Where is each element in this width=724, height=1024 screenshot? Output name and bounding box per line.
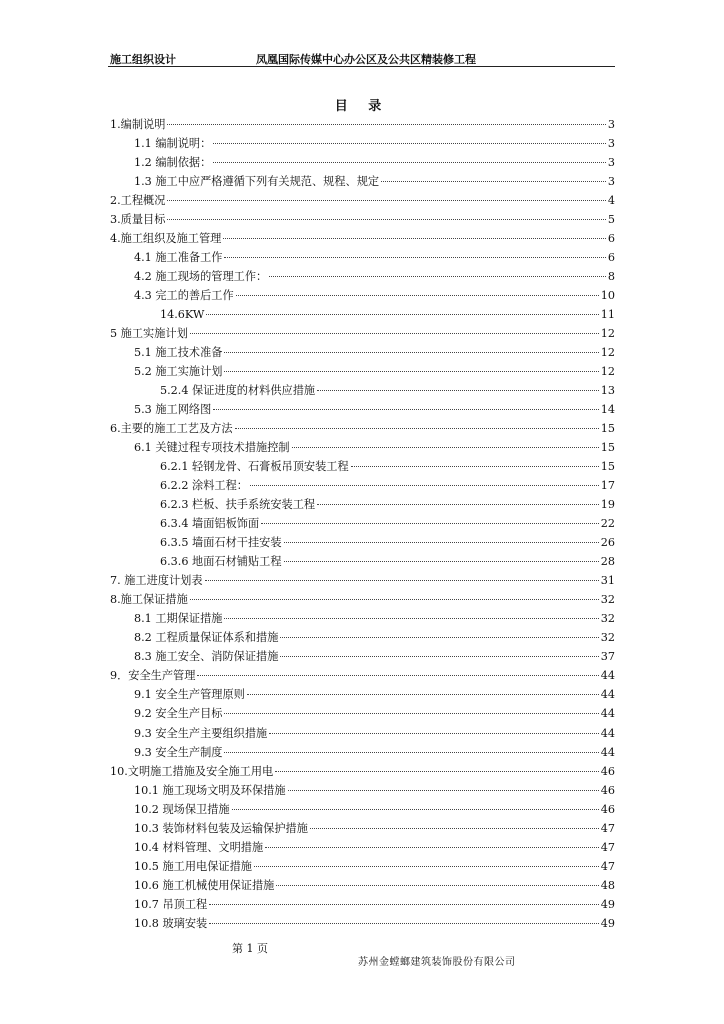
- toc-entry-label: 4.1 施工准备工作: [134, 251, 223, 265]
- toc-dot-leader: [167, 124, 605, 125]
- toc-dot-leader: [276, 885, 598, 886]
- toc-dot-leader: [236, 295, 599, 296]
- toc-entry-label: 9.3 安全生产制度: [134, 745, 223, 759]
- toc-dot-leader: [197, 675, 598, 676]
- toc-entry[interactable]: [110, 838, 615, 857]
- toc-entry[interactable]: [110, 762, 615, 781]
- toc-dot-leader: [224, 713, 598, 714]
- toc-entry-page: 22: [600, 517, 615, 531]
- toc-entry-page: 12: [600, 327, 615, 341]
- toc-entry-label: 1.1 编制说明：: [134, 137, 212, 151]
- toc-entry-page: 44: [600, 669, 615, 683]
- toc-dot-leader: [280, 656, 598, 657]
- toc-entry-page: 3: [607, 118, 615, 131]
- toc-entry-page: 49: [600, 916, 615, 930]
- toc-entry[interactable]: [110, 666, 615, 685]
- footer-page-number: 第 1 页: [232, 942, 268, 955]
- toc-entry-page: 15: [600, 422, 615, 436]
- toc-entry[interactable]: [110, 800, 615, 819]
- toc-entry-label: 10.7 吊顶工程: [134, 897, 208, 911]
- toc-entry[interactable]: [110, 533, 615, 552]
- toc-entry[interactable]: [110, 590, 615, 609]
- toc-entry-page: 28: [600, 555, 615, 569]
- toc-entry[interactable]: [110, 743, 615, 762]
- toc-entry-label: 6.3.5 墙面石材干挂安装: [160, 536, 282, 550]
- toc-entry-label: 10.4 材料管理、文明措施: [134, 840, 264, 854]
- toc-dot-leader: [213, 162, 606, 163]
- toc-entry[interactable]: [110, 552, 615, 571]
- toc-entry-label: 6.1 关键过程专项技术措施控制: [134, 441, 290, 455]
- page-header: [108, 50, 615, 67]
- toc-entry[interactable]: [110, 191, 615, 210]
- toc-entry-page: 12: [600, 365, 615, 379]
- toc-dot-leader: [284, 542, 599, 543]
- toc-entry-label: 9.2 安全生产目标: [134, 707, 223, 721]
- toc-dot-leader: [190, 333, 599, 334]
- toc-entry[interactable]: [110, 914, 615, 933]
- toc-entry[interactable]: [110, 457, 615, 476]
- toc-entry-label: 6.3.4 墙面铝板饰面: [160, 517, 260, 531]
- toc-entry-page: 46: [600, 783, 615, 797]
- toc-entry-label: 9.1 安全生产管理原则: [134, 688, 245, 702]
- toc-entry-page: 12: [600, 346, 615, 360]
- toc-entry-label: 8.施工保证措施: [110, 593, 188, 607]
- toc-entry[interactable]: [110, 685, 615, 704]
- toc-entry-label: 10.2 现场保卫措施: [134, 802, 230, 816]
- toc-entry-label: 10.6 施工机械使用保证措施: [134, 878, 275, 892]
- header-project-name: 凤凰国际传媒中心办公区及公共区精装修工程: [256, 53, 476, 66]
- toc-entry[interactable]: [110, 286, 615, 305]
- toc-entry[interactable]: [110, 115, 615, 134]
- toc-entry-label: 1.2 编制依据：: [134, 156, 212, 170]
- toc-entry[interactable]: [110, 647, 615, 666]
- toc-entry-page: 15: [600, 441, 615, 455]
- toc-entry-page: 32: [600, 631, 615, 645]
- toc-dot-leader: [351, 466, 599, 467]
- toc-entry-label: 5.2.4 保证进度的材料供应措施: [160, 384, 316, 398]
- toc-entry[interactable]: [110, 495, 615, 514]
- toc-entry[interactable]: [110, 134, 615, 153]
- toc-entry[interactable]: [110, 895, 615, 914]
- toc-entry-page: 44: [600, 707, 615, 721]
- toc-title: 目 录: [334, 99, 390, 114]
- toc-dot-leader: [265, 847, 599, 848]
- toc-dot-leader: [224, 371, 598, 372]
- toc-entry-label: 4.2 施工现场的管理工作：: [134, 270, 268, 284]
- toc-entry[interactable]: [110, 857, 615, 876]
- toc-entry[interactable]: [110, 781, 615, 800]
- toc-dot-leader: [224, 618, 598, 619]
- toc-entry[interactable]: [110, 476, 615, 495]
- toc-entry[interactable]: [110, 704, 615, 723]
- toc-entry-page: 13: [600, 384, 615, 398]
- toc-entry-label: 4.3 完工的善后工作: [134, 289, 234, 303]
- toc-entry-label: 5.2 施工实施计划: [134, 365, 223, 379]
- toc-dot-leader: [310, 828, 599, 829]
- toc-entry-label: 2.工程概况: [110, 194, 166, 208]
- toc-entry[interactable]: [110, 362, 615, 381]
- toc-entry-label: 5 施工实施计划: [110, 327, 188, 341]
- toc-entry-label: 8.2 工程质量保证体系和措施: [134, 631, 279, 645]
- toc-entry[interactable]: [110, 229, 615, 248]
- toc-entry-page: 47: [600, 859, 615, 873]
- toc-entry[interactable]: [110, 609, 615, 628]
- toc-entry-page: 48: [600, 878, 615, 892]
- toc-entry-page: 10: [600, 289, 615, 303]
- toc-dot-leader: [213, 143, 606, 144]
- toc-dot-leader: [269, 276, 606, 277]
- toc-entry-page: 19: [600, 498, 615, 512]
- toc-entry-page: 44: [600, 688, 615, 702]
- toc-entry[interactable]: [110, 153, 615, 172]
- toc-dot-leader: [209, 904, 599, 905]
- toc-entry-page: 32: [600, 593, 615, 607]
- toc-entry-page: 3: [607, 156, 615, 170]
- toc-entry-page: 31: [600, 574, 615, 588]
- toc-entry[interactable]: [110, 628, 615, 647]
- toc-entry-page: 17: [600, 479, 615, 493]
- toc-dot-leader: [381, 181, 606, 182]
- toc-entry-page: 26: [600, 536, 615, 550]
- toc-dot-leader: [254, 866, 599, 867]
- toc-entry-page: 8: [607, 270, 615, 284]
- toc-entry[interactable]: [110, 438, 615, 457]
- toc-entry-label: 3.质量目标: [110, 213, 166, 227]
- toc-entry-page: 47: [600, 840, 615, 854]
- toc-entry-label: 1.3 施工中应严格遵循下列有关规范、规程、规定: [134, 175, 380, 189]
- toc-dot-leader: [261, 523, 599, 524]
- toc-entry[interactable]: [110, 343, 615, 362]
- header-document-type: 施工组织设计: [110, 53, 176, 66]
- toc-dot-leader: [205, 580, 599, 581]
- toc-dot-leader: [247, 694, 599, 695]
- toc-entry-label: 5.3 施工网络图: [134, 403, 212, 417]
- toc-dot-leader: [224, 257, 605, 258]
- toc-entry-label: 8.3 施工安全、消防保证措施: [134, 650, 279, 664]
- toc-entry-label: 1.编制说明: [110, 118, 166, 131]
- toc-entry-label: 9.3 安全生产主要组织措施: [134, 726, 268, 740]
- toc-dot-leader: [209, 923, 599, 924]
- toc-dot-leader: [280, 637, 598, 638]
- toc-entry[interactable]: [110, 724, 615, 743]
- toc-dot-leader: [224, 352, 598, 353]
- toc-dot-leader: [232, 809, 599, 810]
- toc-entry[interactable]: [110, 305, 615, 324]
- toc-entry-label: 9．安全生产管理: [110, 669, 196, 683]
- toc-dot-leader: [269, 733, 599, 734]
- toc-entry[interactable]: [110, 400, 615, 419]
- toc-entry-label: 6.2.2 涂料工程：: [160, 479, 248, 493]
- table-of-contents: [110, 115, 615, 933]
- toc-entry-page: 6: [607, 232, 615, 246]
- toc-dot-leader: [224, 752, 598, 753]
- toc-dot-leader: [213, 409, 598, 410]
- toc-entry-page: 44: [600, 745, 615, 759]
- toc-entry-label: 10.文明施工措施及安全施工用电: [110, 764, 274, 778]
- toc-entry-page: 3: [607, 175, 615, 189]
- toc-entry-page: 44: [600, 726, 615, 740]
- toc-entry-page: 6: [607, 251, 615, 265]
- toc-entry-page: 37: [600, 650, 615, 664]
- toc-entry[interactable]: [110, 248, 615, 267]
- toc-entry-label: 6.3.6 地面石材铺贴工程: [160, 555, 282, 569]
- toc-entry[interactable]: [110, 324, 615, 343]
- toc-entry-page: 46: [600, 764, 615, 778]
- toc-entry-label: 10.8 玻璃安装: [134, 916, 208, 930]
- toc-entry-page: 47: [600, 821, 615, 835]
- toc-dot-leader: [284, 561, 599, 562]
- toc-dot-leader: [235, 428, 599, 429]
- toc-dot-leader: [167, 219, 605, 220]
- toc-entry[interactable]: [110, 819, 615, 838]
- toc-entry-label: 6.主要的施工工艺及方法: [110, 422, 233, 436]
- toc-entry-page: 32: [600, 612, 615, 626]
- toc-dot-leader: [317, 504, 599, 505]
- toc-entry-page: 49: [600, 897, 615, 911]
- toc-entry-label: 10.1 施工现场文明及环保措施: [134, 783, 286, 797]
- toc-entry-label: 7. 施工进度计划表: [110, 574, 203, 588]
- toc-entry[interactable]: [110, 172, 615, 191]
- toc-entry-label: 8.1 工期保证措施: [134, 612, 223, 626]
- toc-entry-page: 14: [600, 403, 615, 417]
- toc-entry-page: 4: [607, 194, 615, 208]
- toc-entry[interactable]: [110, 514, 615, 533]
- toc-dot-leader: [206, 314, 598, 315]
- toc-entry-page: 15: [600, 460, 615, 474]
- toc-dot-leader: [250, 485, 599, 486]
- toc-entry[interactable]: [110, 571, 615, 590]
- toc-entry[interactable]: [110, 381, 615, 400]
- toc-entry[interactable]: [110, 267, 615, 286]
- toc-entry[interactable]: [110, 876, 615, 895]
- toc-dot-leader: [190, 599, 599, 600]
- toc-dot-leader: [292, 447, 599, 448]
- toc-entry-page: 11: [600, 308, 615, 322]
- toc-dot-leader: [288, 790, 599, 791]
- toc-entry-label: 5.1 施工技术准备: [134, 346, 223, 360]
- toc-entry[interactable]: [110, 419, 615, 438]
- toc-entry-label: 4.施工组织及施工管理: [110, 232, 222, 246]
- toc-dot-leader: [317, 390, 599, 391]
- toc-entry-page: 3: [607, 137, 615, 151]
- toc-entry-label: 6.2.1 轻钢龙骨、石膏板吊顶安装工程: [160, 460, 349, 474]
- toc-entry-label: 10.5 施工用电保证措施: [134, 859, 252, 873]
- toc-dot-leader: [167, 200, 605, 201]
- footer-company-name: 苏州金螳螂建筑装饰股份有限公司: [358, 957, 516, 968]
- toc-dot-leader: [223, 238, 606, 239]
- toc-dot-leader: [275, 771, 599, 772]
- toc-entry[interactable]: [110, 210, 615, 229]
- toc-entry-label: 14.6KW: [160, 308, 205, 322]
- toc-entry-page: 5: [607, 213, 615, 227]
- toc-entry-label: 10.3 装饰材料包装及运输保护措施: [134, 821, 308, 835]
- toc-entry-page: 46: [600, 802, 615, 816]
- toc-entry-label: 6.2.3 栏板、扶手系统安装工程: [160, 498, 316, 512]
